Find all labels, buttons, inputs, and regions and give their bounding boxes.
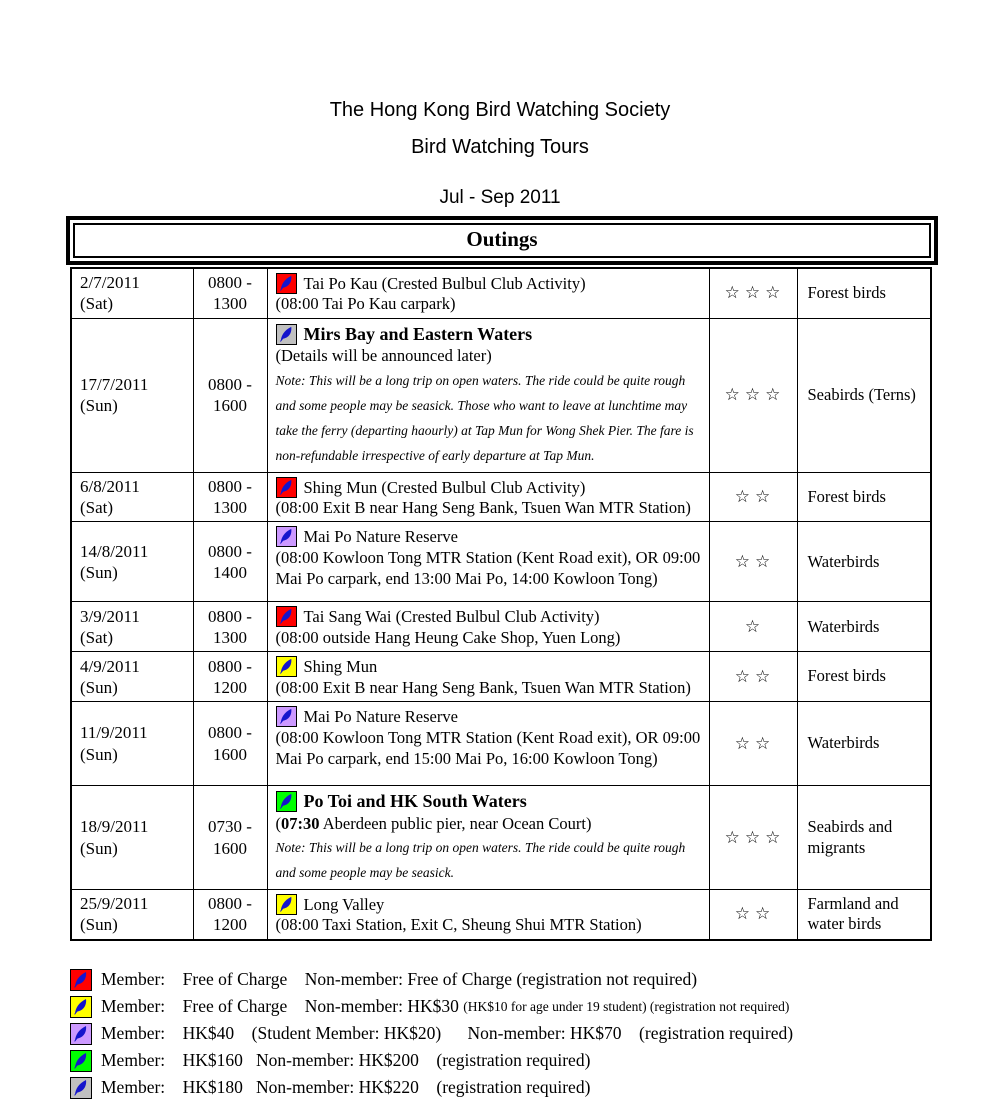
- tour-day: (Sun): [80, 677, 118, 697]
- tour-title: Mai Po Nature Reserve: [303, 527, 458, 547]
- tour-location: (08:00 Taxi Station, Exit C, Sheung Shui MTR Station): [275, 915, 642, 935]
- time-end: 1200: [213, 677, 247, 697]
- gray-feather-icon: [70, 1077, 92, 1099]
- description-cell: [267, 522, 709, 602]
- time-end: 1600: [213, 396, 247, 416]
- tour-day: (Sat): [80, 498, 114, 518]
- table-row: [71, 786, 931, 890]
- tour-date: 11/9/2011: [80, 723, 148, 743]
- bird-type: Forest birds: [797, 268, 931, 318]
- tour-day: (Sun): [80, 915, 118, 935]
- location-rest: Aberdeen public pier, near Ocean Court): [319, 813, 592, 833]
- table-row: [71, 522, 931, 602]
- tour-location: [276, 813, 701, 834]
- bird-type: Waterbirds: [797, 702, 931, 786]
- time-cell: [193, 602, 267, 652]
- gray-feather-icon: [276, 324, 297, 345]
- time-end: 1600: [213, 744, 247, 764]
- time-start: 0800 -: [208, 723, 252, 743]
- tour-note: Note: This will be a long trip on open waters. The ride could be quite rough and some people may be seasick. Those who want to leave at lunchtime may take the ferry (departing haourly) at Tap Mun for Wong Shek Pier. The fare is non-refundable irrespective of early departure at Tap Mun.: [275, 372, 694, 463]
- time-cell: [193, 522, 267, 602]
- outings-header-frame: [66, 216, 938, 265]
- time-end: 1300: [213, 498, 247, 518]
- red-feather-icon: [276, 606, 297, 627]
- table-row: [71, 268, 931, 318]
- tour-detail: (Details will be announced later): [275, 346, 492, 366]
- tour-day: (Sun): [80, 396, 118, 416]
- star-rating: ☆☆☆: [709, 318, 797, 472]
- tour-location: (08:00 Kowloon Tong MTR Station (Kent Road exit), OR 09:00 Mai Po carpark, end 13:00 Mai Po, 14:00 Kowloon Tong): [275, 547, 701, 589]
- period-label: Jul - Sep 2011: [439, 187, 561, 208]
- description-cell: [267, 472, 709, 522]
- bird-type: Waterbirds: [797, 602, 931, 652]
- time-start: 0730 -: [208, 817, 252, 837]
- star-rating: ☆☆: [709, 652, 797, 702]
- tour-title: Mai Po Nature Reserve: [303, 707, 458, 727]
- time-cell: [193, 889, 267, 939]
- description-cell: [267, 602, 709, 652]
- legend-text: Member: Free of Charge Non-member: HK$30: [101, 995, 464, 1016]
- tour-date: 17/7/2011: [80, 374, 149, 394]
- location-time: 07:30: [281, 813, 320, 833]
- tour-location: (08:00 Exit B near Hang Seng Bank, Tsuen Wan MTR Station): [275, 677, 691, 697]
- tour-title: Long Valley: [303, 894, 385, 914]
- tour-day: (Sun): [80, 838, 118, 858]
- bird-type: Seabirds (Terns): [797, 318, 931, 472]
- date-cell: [71, 472, 193, 522]
- yellow-feather-icon: [276, 656, 297, 677]
- location-open-paren: (: [275, 813, 281, 833]
- legend-row: [70, 995, 1000, 1019]
- date-cell: [71, 318, 193, 472]
- time-start: 0800 -: [208, 273, 252, 293]
- tour-note: Note: This will be a long trip on open waters. The ride could be quite rough and some people may be seasick.: [275, 840, 686, 880]
- time-cell: [193, 268, 267, 318]
- tour-date: 25/9/2011: [80, 894, 149, 914]
- date-cell: [71, 702, 193, 786]
- star-rating: ☆☆☆: [709, 268, 797, 318]
- document-header: [0, 0, 1000, 209]
- legend-row: [70, 1049, 1000, 1073]
- purple-feather-icon: [276, 706, 297, 727]
- tour-title: Shing Mun: [303, 657, 378, 677]
- date-cell: [71, 602, 193, 652]
- legend-row: [70, 968, 1000, 992]
- green-feather-icon: [70, 1050, 92, 1072]
- table-row: [71, 472, 931, 522]
- description-cell: [267, 786, 709, 890]
- bird-type: Forest birds: [797, 652, 931, 702]
- legend-row: [70, 1022, 1000, 1046]
- tour-location: (08:00 Tai Po Kau carpark): [275, 294, 456, 314]
- star-rating: ☆: [709, 602, 797, 652]
- table-row: [71, 702, 931, 786]
- description-cell: [267, 652, 709, 702]
- yellow-feather-icon: [70, 996, 92, 1018]
- tour-title: Mirs Bay and Eastern Waters: [303, 323, 533, 344]
- legend-row: [70, 1076, 1000, 1100]
- table-row: [71, 602, 931, 652]
- tour-day: (Sun): [80, 562, 118, 582]
- outings-table: [70, 267, 932, 941]
- time-start: 0800 -: [208, 476, 252, 496]
- yellow-feather-icon: [276, 894, 297, 915]
- time-start: 0800 -: [208, 374, 252, 394]
- tour-date: 18/9/2011: [80, 817, 149, 837]
- time-end: 1400: [213, 562, 247, 582]
- time-cell: [193, 786, 267, 890]
- date-cell: [71, 268, 193, 318]
- description-cell: [267, 702, 709, 786]
- time-cell: [193, 702, 267, 786]
- red-feather-icon: [276, 477, 297, 498]
- legend-text: Member: Free of Charge Non-member: Free of Charge (registration not required): [101, 968, 698, 989]
- red-feather-icon: [70, 969, 92, 991]
- page-subtitle: Bird Watching Tours: [411, 136, 589, 158]
- time-end: 1200: [213, 915, 247, 935]
- time-cell: [193, 652, 267, 702]
- tour-title: Tai Po Kau (Crested Bulbul Club Activity): [303, 274, 586, 293]
- legend-small-text: (HK$10 for age under 19 student) (registration not required): [463, 998, 790, 1014]
- tour-title: Tai Sang Wai (Crested Bulbul Club Activity): [303, 607, 600, 627]
- tour-date: 14/8/2011: [80, 541, 149, 561]
- tour-date: 4/9/2011: [80, 656, 140, 676]
- time-end: 1300: [213, 627, 247, 647]
- green-feather-icon: [276, 791, 297, 812]
- legend-text: Member: HK$180 Non-member: HK$220 (registration required): [101, 1077, 591, 1098]
- tour-title: Po Toi and HK South Waters: [303, 791, 527, 812]
- bird-type: Waterbirds: [797, 522, 931, 602]
- tour-date: 3/9/2011: [80, 606, 140, 626]
- tour-location: (08:00 outside Hang Heung Cake Shop, Yuen Long): [275, 627, 621, 647]
- table-row: [71, 652, 931, 702]
- legend-text: Member: HK$40 (Student Member: HK$20) Non-member: HK$70 (registration required): [101, 1023, 794, 1044]
- page-title: The Hong Kong Bird Watching Society: [329, 99, 671, 121]
- bird-type: Seabirds and migrants: [797, 786, 931, 890]
- tour-location: (08:00 Kowloon Tong MTR Station (Kent Road exit), OR 09:00 Mai Po carpark, end 15:00 Mai Po, 16:00 Kowloon Tong): [275, 727, 701, 769]
- star-rating: ☆☆: [709, 472, 797, 522]
- time-start: 0800 -: [208, 894, 252, 914]
- time-start: 0800 -: [208, 606, 252, 626]
- star-rating: ☆☆☆: [709, 786, 797, 890]
- time-start: 0800 -: [208, 541, 252, 561]
- time-cell: [193, 472, 267, 522]
- table-row: [71, 889, 931, 939]
- star-rating: ☆☆: [709, 522, 797, 602]
- purple-feather-icon: [276, 526, 297, 547]
- bird-type: Farmland and water birds: [797, 889, 931, 939]
- date-cell: [71, 522, 193, 602]
- purple-feather-icon: [70, 1023, 92, 1045]
- date-cell: [71, 786, 193, 890]
- tour-day: (Sat): [80, 294, 114, 314]
- bird-type: Forest birds: [797, 472, 931, 522]
- outings-header: Outings: [73, 223, 931, 258]
- date-cell: [71, 652, 193, 702]
- time-end: 1600: [213, 838, 247, 858]
- description-cell: [267, 889, 709, 939]
- tour-title: Shing Mun (Crested Bulbul Club Activity): [303, 477, 586, 497]
- time-cell: [193, 318, 267, 472]
- tour-date: 2/7/2011: [80, 273, 140, 293]
- tour-date: 6/8/2011: [80, 476, 140, 496]
- legend-text: Member: HK$160 Non-member: HK$200 (registration required): [101, 1050, 591, 1071]
- description-cell: [267, 268, 709, 318]
- date-cell: [71, 889, 193, 939]
- star-rating: ☆☆: [709, 702, 797, 786]
- description-cell: [267, 318, 709, 472]
- time-start: 0800 -: [208, 656, 252, 676]
- tour-location: (08:00 Exit B near Hang Seng Bank, Tsuen Wan MTR Station): [275, 498, 691, 518]
- table-row: [71, 318, 931, 472]
- time-end: 1300: [213, 294, 247, 314]
- tour-day: (Sat): [80, 627, 114, 647]
- red-feather-icon: [276, 273, 297, 294]
- star-rating: ☆☆: [709, 889, 797, 939]
- fee-legend: [70, 968, 1000, 1100]
- tour-day: (Sun): [80, 744, 118, 764]
